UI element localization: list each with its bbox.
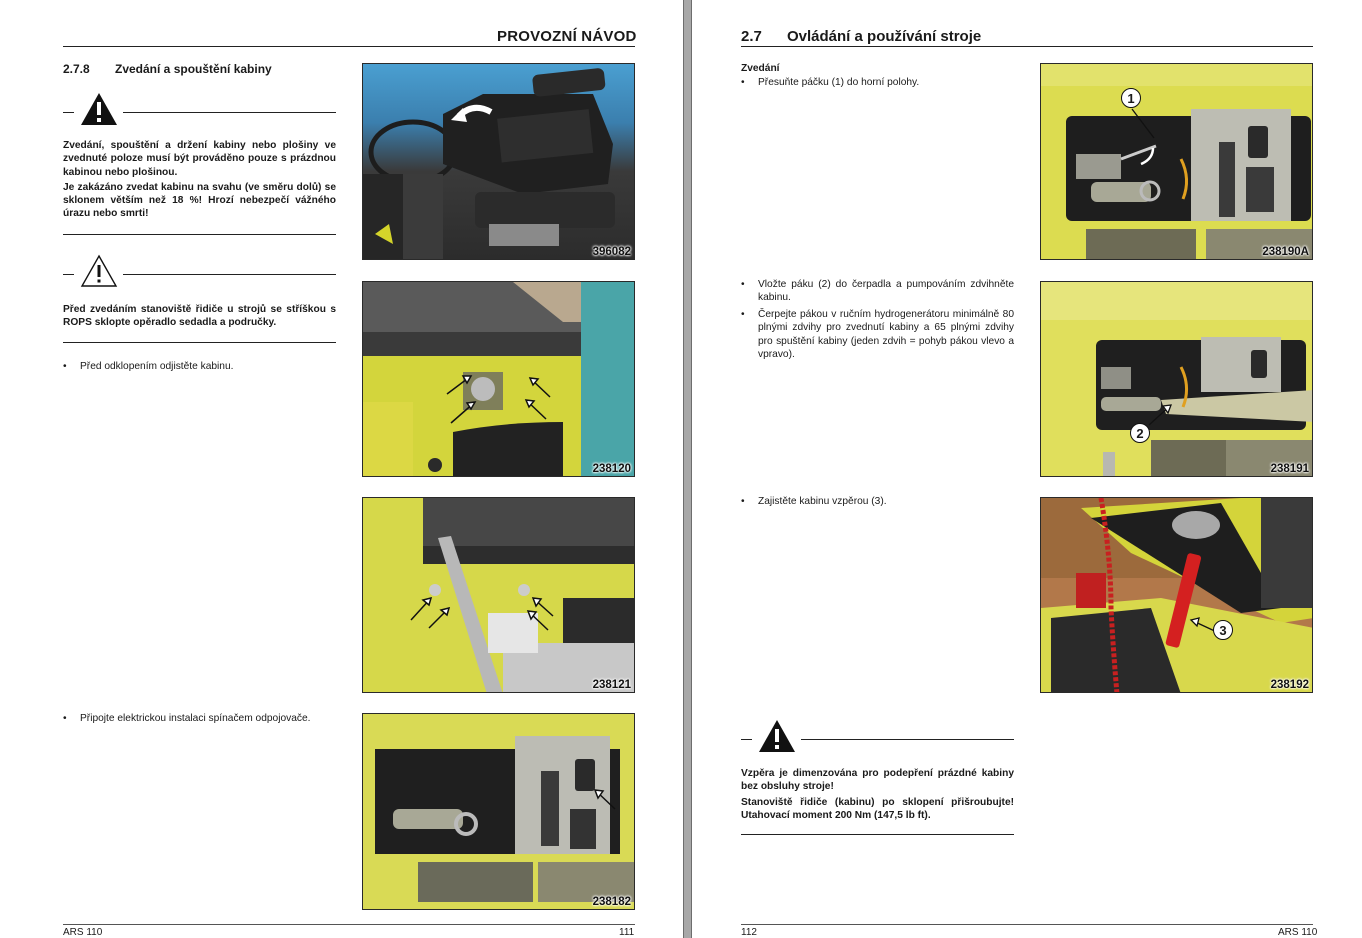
figure-238182	[362, 713, 635, 910]
warning-header-3	[741, 719, 1014, 755]
callout-1: 1	[1121, 88, 1141, 108]
subheading: Zvedání	[741, 63, 780, 74]
figure-code: 238120	[592, 463, 631, 475]
section-heading	[63, 62, 272, 76]
section-heading	[741, 28, 981, 45]
header-rule	[63, 46, 635, 47]
warning-text-2: Před zvedáním stanoviště řidiče u strojů se stříškou s ROPS sklopte opěradlo sedadla a područky.	[63, 304, 336, 329]
footer-page-number: 112	[741, 927, 757, 938]
cabin-strut-photo-illustration	[1041, 498, 1313, 693]
warning-triangle-filled-icon	[758, 719, 796, 753]
figure-code: 238191	[1270, 463, 1309, 475]
figure-238191	[1040, 281, 1313, 477]
disconnect-switch-photo-illustration	[363, 714, 635, 910]
figure-code: 238192	[1270, 679, 1309, 691]
warning-triangle-filled-icon	[80, 92, 118, 126]
section-title: Ovládání a používání stroje	[787, 28, 982, 45]
section-title: Zvedání a spouštění kabiny	[115, 62, 272, 76]
figure-code: 396082	[592, 246, 631, 258]
footer-rule	[741, 924, 1313, 925]
footer-model: ARS 110	[1278, 927, 1318, 938]
callout-3: 3	[1213, 620, 1233, 640]
warning-text-3: Vzpěra je dimenzována pro podepření prázdné kabiny bez obsluhy stroje! Stanoviště řidiče (kabinu) po sklopení přišroubujte! Utahovací moment 200 Nm (147,5 lb ft).	[741, 768, 1014, 821]
figure-code: 238182	[592, 896, 631, 908]
page-gutter	[683, 0, 692, 938]
figure-238121	[362, 497, 635, 693]
rear-mount-photo-illustration	[363, 498, 635, 693]
figure-238120	[362, 281, 635, 477]
figure-238192	[1040, 497, 1313, 693]
left-page: PROVOZNÍ NÁVOD 2.7.8 Zvedání a spouštění kabiny Zvedání, spouštění a držení kabiny nebo plošiny ve zvednuté poloze musí být prováděno pouze s prázdnou kabinou nebo plošinou. Je zakázáno zvedat kabinu na svahu (ve směru dolů) se sklonem větším než 18 %! Hrozí nebezpečí vážného úrazu nebo smrti! Před zvedáním stanoviště řidiče u strojů se stříškou s ROPS sklopte opěradlo sedadla a područky. • Před odklopením odjistěte kabinu. • Připojte elektrickou instalaci spínačem odpojovače. 396082 238120 238121 238182 ARS 110 111	[0, 0, 683, 938]
cabin-mount-photo-illustration	[363, 282, 635, 477]
right-page: 2.7 Ovládání a používání stroje Zvedání • Přesuňte páčku (1) do horní polohy. • Vložte páku (2) do čerpadla a pumpováním zdvihněte kabinu. • Čerpejte pákou v ručním hydrogenerátoru minimálně 80 plnými zdvihy pro zvednutí kabiny a 65 plnými zdvihy pro spuštění kabiny (jeden zdvih = pohyb pákou vlevo a vpravo). • Zajistěte kabinu vzpěrou (3). Vzpěra je dimenzována pro podepření prázdné kabiny bez obsluhy stroje! Stanoviště řidiče (kabinu) po sklopení přišroubujte! Utahovací moment 200 Nm (147,5 lb ft). 1 238190A 2 238191 3 238192 112 ARS 110	[692, 0, 1362, 938]
footer-rule	[63, 924, 635, 925]
header-rule	[741, 46, 1313, 47]
running-header: PROVOZNÍ NÁVOD	[497, 28, 637, 45]
seat-photo-illustration	[363, 64, 635, 260]
lever-photo-illustration	[1041, 64, 1313, 260]
figure-396082	[362, 63, 635, 260]
figure-code: 238190A	[1262, 246, 1309, 258]
pump-handle-photo-illustration	[1041, 282, 1313, 477]
warning-text-1: Zvedání, spouštění a držení kabiny nebo plošiny ve zvednuté poloze musí být prováděno pouze s prázdnou kabinou nebo plošinou. Je zakázáno zvedat kabinu na svahu (ve směru dolů) se sklonem větším než 18 %! Hrozí nebezpečí vážného úrazu nebo smrti!	[63, 140, 336, 220]
footer-model: ARS 110	[63, 927, 103, 938]
warning-triangle-outline-icon	[80, 254, 118, 288]
figure-238190A	[1040, 63, 1313, 260]
warning-header-2	[63, 254, 336, 290]
section-number: 2.7	[741, 28, 762, 45]
figure-code: 238121	[592, 679, 631, 691]
footer-page-number: 111	[619, 927, 635, 938]
warning-header-1	[63, 92, 336, 128]
section-number: 2.7.8	[63, 62, 90, 76]
callout-2: 2	[1130, 423, 1150, 443]
